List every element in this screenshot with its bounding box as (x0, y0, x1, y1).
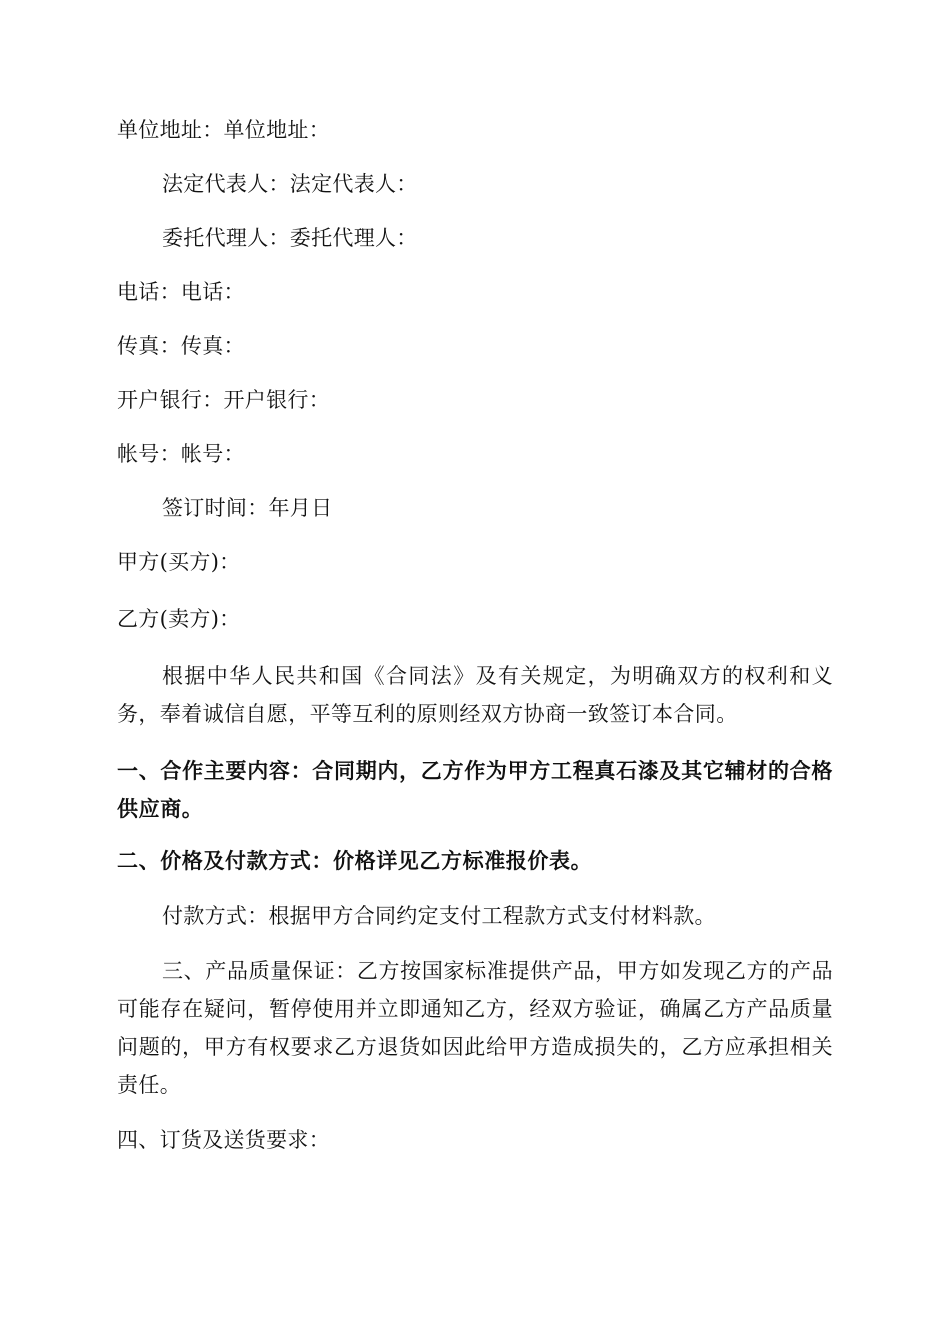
section-4-heading: 四、订货及送货要求： (117, 1128, 330, 1152)
party-b-line: 乙方(卖方)： (117, 607, 241, 631)
phone-line: 电话：电话： (117, 280, 245, 304)
section-3-paragraph: 三、产品质量保证：乙方按国家标准提供产品，甲方如发现乙方的产品可能存在疑问，暂停使用并立即通知乙方，经双方验证，确属乙方产品质量问题的，甲方有权要求乙方退货如因此给甲方造成损失的，乙方应承担相关责任。 (117, 959, 833, 1097)
legal-representative-line: 法定代表人：法定代表人： (162, 172, 418, 196)
payment-line: 付款方式：根据甲方合同约定支付工程款方式支付材料款。 (162, 904, 716, 928)
fax-line: 传真：传真： (117, 334, 245, 358)
unit-address-line: 单位地址：单位地址： (117, 118, 330, 142)
account-line: 帐号：帐号： (117, 442, 245, 466)
bank-line: 开户银行：开户银行： (117, 388, 330, 412)
section-2-heading: 二、价格及付款方式：价格详见乙方标准报价表。 (117, 849, 593, 873)
sign-date-line: 签订时间：年月日 (162, 496, 333, 520)
section-1-heading: 一、合作主要内容：合同期内，乙方作为甲方工程真石漆及其它辅材的合格供应商。 (117, 759, 833, 821)
agent-line: 委托代理人：委托代理人： (162, 226, 418, 250)
intro-paragraph: 根据中华人民共和国《合同法》及有关规定，为明确双方的权利和义务，奉着诚信自愿，平等互利的原则经双方协商一致签订本合同。 (117, 664, 833, 726)
party-a-line: 甲方(买方)： (117, 550, 241, 574)
